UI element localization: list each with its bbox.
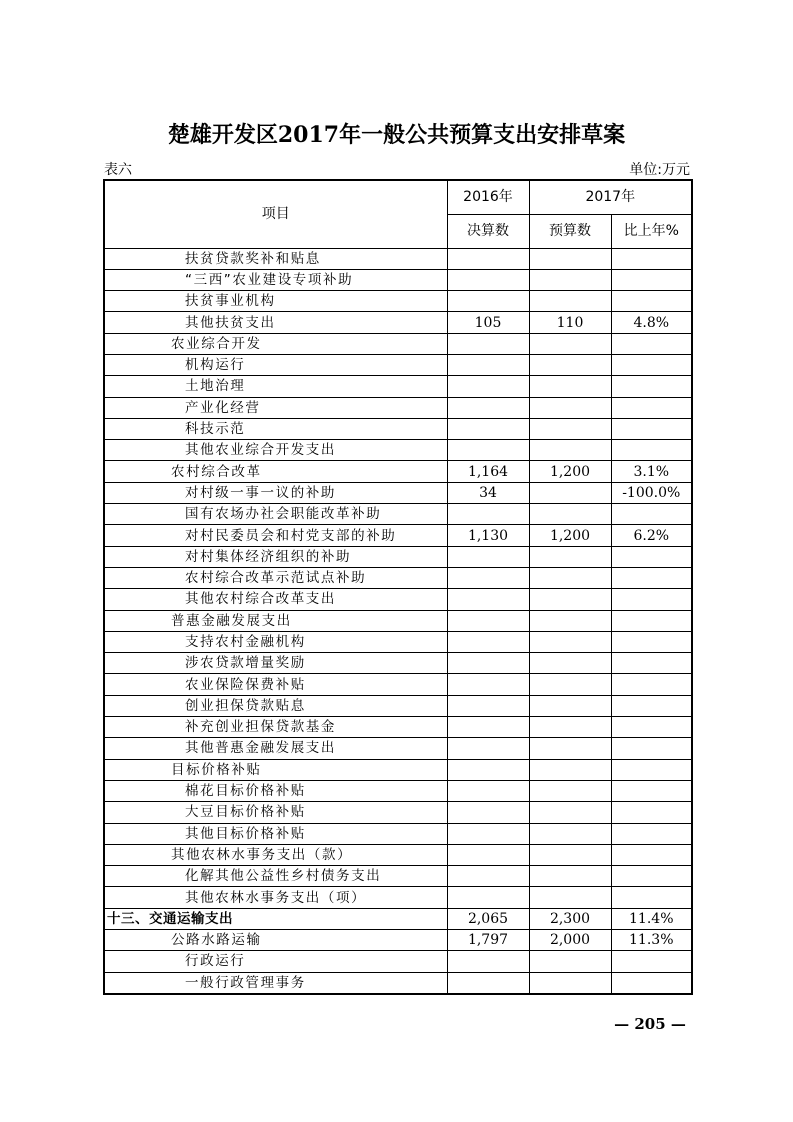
- table-row: [104, 461, 692, 482]
- budget-table: [103, 179, 693, 995]
- row-item-name: [104, 653, 447, 674]
- table-row: [104, 631, 692, 652]
- row-item-name: [104, 631, 447, 652]
- row-value-change-pct: [611, 823, 692, 844]
- table-row: [104, 248, 692, 269]
- row-value-change-pct: [611, 738, 692, 759]
- row-item-label: 涉农贷款增量奖励: [185, 655, 306, 672]
- table-row: [104, 333, 692, 354]
- row-value-2016-final: [447, 567, 529, 588]
- row-item-name: [104, 567, 447, 588]
- row-value-change-pct: [611, 546, 692, 567]
- table-row: [104, 397, 692, 418]
- row-item-label: 机构运行: [185, 357, 246, 374]
- header-final-accounts: 决算数: [447, 214, 529, 248]
- row-value-2016-final: 1,164: [447, 461, 529, 482]
- row-value-change-pct: [611, 866, 692, 887]
- row-item-label: 一般行政管理事务: [185, 974, 306, 991]
- row-value-2016-final: [447, 695, 529, 716]
- row-value-2017-budget: [529, 866, 611, 887]
- row-item-name: [104, 482, 447, 503]
- table-row: [104, 930, 692, 951]
- row-value-2017-budget: [529, 291, 611, 312]
- row-value-2016-final: [447, 610, 529, 631]
- row-item-label: 其他农业综合开发支出: [185, 442, 336, 459]
- table-row: [104, 717, 692, 738]
- row-value-2017-budget: [529, 653, 611, 674]
- page-number: — 205 —: [614, 1015, 686, 1033]
- header-2016: 2016年: [447, 180, 529, 214]
- row-item-label: 国有农场办社会职能改革补助: [185, 506, 382, 523]
- table-row: [104, 866, 692, 887]
- table-row: [104, 780, 692, 801]
- table-row: [104, 802, 692, 823]
- row-value-change-pct: -100.0%: [611, 482, 692, 503]
- table-row: [104, 844, 692, 865]
- row-value-change-pct: [611, 695, 692, 716]
- row-value-2016-final: 1,797: [447, 930, 529, 951]
- header-item: 项目: [104, 180, 447, 248]
- row-item-name: [104, 269, 447, 290]
- row-item-label: 土地治理: [185, 378, 246, 395]
- row-value-2017-budget: [529, 610, 611, 631]
- row-value-2016-final: [447, 418, 529, 439]
- row-item-name: [104, 418, 447, 439]
- row-item-label: 化解其他公益性乡村债务支出: [185, 868, 382, 885]
- row-item-label: 科技示范: [185, 421, 246, 438]
- row-value-change-pct: [611, 291, 692, 312]
- table-row: [104, 823, 692, 844]
- row-value-2017-budget: [529, 397, 611, 418]
- row-item-label: 其他扶贫支出: [185, 314, 276, 331]
- row-value-2016-final: 34: [447, 482, 529, 503]
- row-item-label: 其他农林水事务支出（款）: [171, 846, 353, 863]
- row-value-2016-final: [447, 589, 529, 610]
- row-item-name: [104, 866, 447, 887]
- row-value-2017-budget: [529, 269, 611, 290]
- table-row: [104, 759, 692, 780]
- row-item-name: [104, 844, 447, 865]
- table-row: [104, 504, 692, 525]
- row-value-change-pct: 4.8%: [611, 312, 692, 333]
- table-label: 表六: [104, 162, 132, 178]
- table-row: [104, 972, 692, 994]
- row-value-2016-final: [447, 887, 529, 908]
- row-value-2016-final: [447, 738, 529, 759]
- row-item-name: [104, 972, 447, 994]
- row-item-label: 产业化经营: [185, 399, 261, 416]
- row-value-2016-final: [447, 504, 529, 525]
- row-value-2016-final: [447, 376, 529, 397]
- row-item-label: 对村民委员会和村党支部的补助: [185, 527, 397, 544]
- row-value-2016-final: [447, 823, 529, 844]
- row-value-2016-final: 2,065: [447, 908, 529, 929]
- row-value-2017-budget: [529, 674, 611, 695]
- row-item-label: 创业担保贷款贴息: [185, 697, 306, 714]
- row-value-2016-final: 1,130: [447, 525, 529, 546]
- row-value-change-pct: [611, 504, 692, 525]
- row-item-label: 十三、交通运输支出: [107, 910, 233, 927]
- row-item-name: [104, 546, 447, 567]
- row-item-label: 其他目标价格补贴: [185, 825, 306, 842]
- row-value-2017-budget: [529, 759, 611, 780]
- row-item-name: [104, 354, 447, 375]
- row-value-2017-budget: [529, 354, 611, 375]
- row-item-name: [104, 440, 447, 461]
- row-value-change-pct: [611, 418, 692, 439]
- row-item-name: [104, 504, 447, 525]
- row-value-change-pct: [611, 376, 692, 397]
- row-value-change-pct: [611, 248, 692, 269]
- row-item-label: 公路水路运输: [171, 932, 262, 949]
- row-value-change-pct: [611, 780, 692, 801]
- table-row: [104, 312, 692, 333]
- row-value-2017-budget: [529, 631, 611, 652]
- table-row: [104, 589, 692, 610]
- row-item-label: 其他普惠金融发展支出: [185, 740, 336, 757]
- row-value-change-pct: [611, 397, 692, 418]
- row-item-name: [104, 589, 447, 610]
- row-value-2017-budget: [529, 844, 611, 865]
- row-value-change-pct: [611, 802, 692, 823]
- row-item-label: 农村综合改革示范试点补助: [185, 570, 367, 587]
- row-value-change-pct: [611, 844, 692, 865]
- row-value-2017-budget: [529, 717, 611, 738]
- table-row: [104, 546, 692, 567]
- row-item-name: [104, 823, 447, 844]
- row-item-label: 农业综合开发: [171, 335, 262, 352]
- row-value-2016-final: [447, 653, 529, 674]
- row-value-2016-final: [447, 759, 529, 780]
- row-value-2016-final: [447, 440, 529, 461]
- table-row: [104, 291, 692, 312]
- unit-label: 单位:万元: [629, 162, 690, 178]
- row-value-2016-final: [447, 866, 529, 887]
- row-item-name: [104, 717, 447, 738]
- row-value-change-pct: [611, 653, 692, 674]
- row-value-change-pct: [611, 610, 692, 631]
- row-value-change-pct: [611, 759, 692, 780]
- row-value-change-pct: [611, 631, 692, 652]
- row-item-name: [104, 951, 447, 972]
- row-value-change-pct: [611, 951, 692, 972]
- row-value-2017-budget: [529, 823, 611, 844]
- row-value-2016-final: [447, 802, 529, 823]
- row-value-2017-budget: [529, 546, 611, 567]
- row-item-label: 扶贫事业机构: [185, 293, 276, 310]
- row-item-name: [104, 525, 447, 546]
- row-item-label: 普惠金融发展支出: [171, 612, 292, 629]
- table-row: [104, 951, 692, 972]
- row-item-label: 行政运行: [185, 953, 246, 970]
- table-row: [104, 482, 692, 503]
- row-value-change-pct: 6.2%: [611, 525, 692, 546]
- row-value-change-pct: [611, 887, 692, 908]
- table-row: [104, 567, 692, 588]
- table-row: [104, 908, 692, 929]
- row-value-2017-budget: [529, 440, 611, 461]
- row-value-change-pct: [611, 589, 692, 610]
- row-value-2017-budget: [529, 695, 611, 716]
- row-value-2017-budget: [529, 567, 611, 588]
- row-value-2016-final: [447, 674, 529, 695]
- row-item-label: 其他农林水事务支出（项）: [185, 889, 367, 906]
- table-row: [104, 610, 692, 631]
- table-row: [104, 653, 692, 674]
- row-item-label: 棉花目标价格补贴: [185, 783, 306, 800]
- row-item-label: 支持农村金融机构: [185, 633, 306, 650]
- row-value-2017-budget: [529, 376, 611, 397]
- row-value-change-pct: [611, 269, 692, 290]
- row-item-label: 对村级一事一议的补助: [185, 484, 336, 501]
- row-item-name: [104, 333, 447, 354]
- row-item-label: 对村集体经济组织的补助: [185, 548, 352, 565]
- page-title: 楚雄开发区2017年一般公共预算支出安排草案: [167, 122, 626, 148]
- row-value-2017-budget: [529, 333, 611, 354]
- row-value-change-pct: [611, 567, 692, 588]
- row-value-2016-final: [447, 546, 529, 567]
- row-value-2017-budget: 1,200: [529, 525, 611, 546]
- row-item-name: [104, 802, 447, 823]
- table-row: [104, 738, 692, 759]
- row-item-label: 农村综合改革: [171, 463, 262, 480]
- row-value-change-pct: [611, 333, 692, 354]
- row-value-2016-final: [447, 397, 529, 418]
- row-value-2017-budget: [529, 418, 611, 439]
- row-value-2017-budget: 110: [529, 312, 611, 333]
- row-item-label: 其他农村综合改革支出: [185, 591, 336, 608]
- row-value-2016-final: [447, 844, 529, 865]
- table-header: [104, 180, 692, 248]
- row-value-change-pct: [611, 440, 692, 461]
- row-value-2017-budget: 1,200: [529, 461, 611, 482]
- header-2017: 2017年: [529, 180, 692, 214]
- row-value-2016-final: [447, 354, 529, 375]
- row-value-change-pct: [611, 717, 692, 738]
- table-row: [104, 525, 692, 546]
- row-item-label: 补充创业担保贷款基金: [185, 719, 336, 736]
- row-value-2016-final: [447, 780, 529, 801]
- row-item-name: [104, 312, 447, 333]
- table-body: [104, 248, 692, 994]
- row-item-name: [104, 674, 447, 695]
- table-row: [104, 269, 692, 290]
- row-item-name: [104, 695, 447, 716]
- row-value-2016-final: [447, 631, 529, 652]
- row-item-label: 目标价格补贴: [171, 761, 262, 778]
- row-value-2016-final: [447, 333, 529, 354]
- header-vs-last-year: 比上年%: [611, 214, 692, 248]
- row-value-2017-budget: [529, 972, 611, 994]
- row-value-change-pct: [611, 674, 692, 695]
- row-item-label: 扶贫贷款奖补和贴息: [185, 250, 321, 267]
- row-value-change-pct: [611, 354, 692, 375]
- row-value-change-pct: [611, 972, 692, 994]
- header-budget: 预算数: [529, 214, 611, 248]
- row-item-name: [104, 248, 447, 269]
- row-item-name: [104, 887, 447, 908]
- row-value-2017-budget: [529, 248, 611, 269]
- row-value-2017-budget: [529, 738, 611, 759]
- row-value-2017-budget: [529, 589, 611, 610]
- row-item-name: [104, 930, 447, 951]
- row-value-2017-budget: 2,000: [529, 930, 611, 951]
- row-value-2017-budget: 2,300: [529, 908, 611, 929]
- row-value-2016-final: [447, 972, 529, 994]
- table-row: [104, 376, 692, 397]
- row-value-2017-budget: [529, 802, 611, 823]
- row-item-name: [104, 610, 447, 631]
- row-value-2017-budget: [529, 887, 611, 908]
- row-value-2016-final: [447, 269, 529, 290]
- row-item-name: [104, 376, 447, 397]
- row-item-name: [104, 908, 447, 929]
- table-row: [104, 418, 692, 439]
- row-value-2016-final: [447, 717, 529, 738]
- row-value-change-pct: 11.3%: [611, 930, 692, 951]
- row-item-label: “三西”农业建设专项补助: [185, 271, 354, 288]
- row-value-2016-final: [447, 951, 529, 972]
- row-item-label: 农业保险保费补贴: [185, 676, 306, 693]
- row-value-2017-budget: [529, 504, 611, 525]
- table-row: [104, 674, 692, 695]
- row-item-label: 大豆目标价格补贴: [185, 804, 306, 821]
- row-value-2017-budget: [529, 951, 611, 972]
- row-item-name: [104, 780, 447, 801]
- row-value-2016-final: [447, 291, 529, 312]
- row-item-name: [104, 461, 447, 482]
- row-value-change-pct: 3.1%: [611, 461, 692, 482]
- row-item-name: [104, 759, 447, 780]
- table-row: [104, 695, 692, 716]
- row-value-2017-budget: [529, 482, 611, 503]
- row-value-change-pct: 11.4%: [611, 908, 692, 929]
- row-item-name: [104, 397, 447, 418]
- table-row: [104, 440, 692, 461]
- row-item-name: [104, 291, 447, 312]
- row-item-name: [104, 738, 447, 759]
- row-value-2016-final: [447, 248, 529, 269]
- row-value-2016-final: 105: [447, 312, 529, 333]
- table-row: [104, 887, 692, 908]
- table-row: [104, 354, 692, 375]
- row-value-2017-budget: [529, 780, 611, 801]
